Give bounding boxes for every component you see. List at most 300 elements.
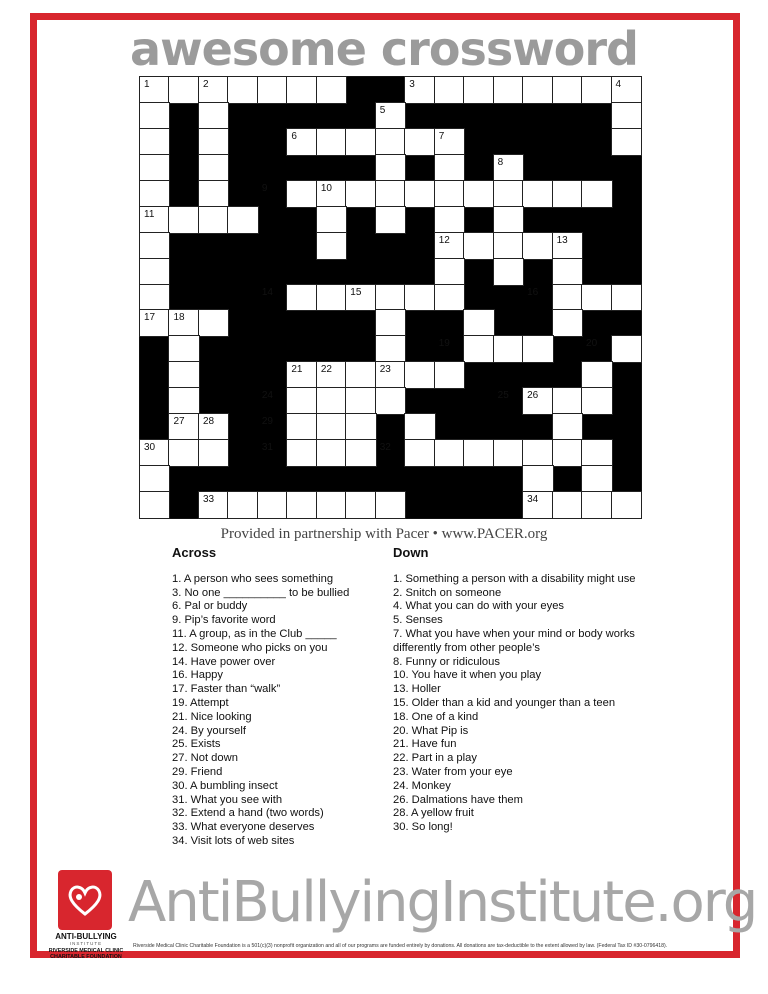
grid-cell[interactable] [376,362,405,388]
across-clue: 24. By yourself [172,724,246,737]
grid-block [612,440,641,466]
clue-number: 18 [173,312,185,324]
grid-block [494,310,523,336]
grid-cell[interactable] [405,440,434,466]
grid-block [405,155,434,181]
grid-block [346,233,375,259]
clue-number: 20 [586,338,598,350]
grid-cell[interactable] [553,440,582,466]
down-clue: 1. Something a person with a disability might use [393,572,636,585]
grid-block [317,259,346,285]
grid-block [405,207,434,233]
clue-number: 23 [379,364,391,376]
grid-cell[interactable] [346,388,375,414]
grid-block [258,129,287,155]
grid-cell[interactable] [582,77,611,103]
grid-cell[interactable] [317,181,346,207]
grid-block [464,414,493,440]
grid-cell[interactable] [494,181,523,207]
grid-cell[interactable] [376,103,405,129]
grid-cell[interactable] [523,466,552,492]
grid-block [612,207,641,233]
grid-block [523,414,552,440]
grid-cell[interactable] [287,181,316,207]
grid-block [612,233,641,259]
grid-block [258,285,287,311]
grid-cell[interactable] [199,129,228,155]
grid-cell[interactable] [494,207,523,233]
grid-cell[interactable] [553,233,582,259]
clue-number: 29 [261,416,273,428]
grid-cell[interactable] [140,285,169,311]
grid-block [494,129,523,155]
grid-cell[interactable] [199,310,228,336]
grid-block [553,466,582,492]
grid-cell[interactable] [376,336,405,362]
grid-block [258,155,287,181]
grid-block [228,285,257,311]
grid-block [258,336,287,362]
across-clue-list [172,573,382,849]
down-clue: 20. What Pip is [393,724,469,737]
grid-block [405,466,434,492]
grid-cell[interactable] [169,336,198,362]
down-clue: 26. Dalmations have them [393,793,523,806]
grid-cell[interactable] [317,492,346,518]
grid-cell[interactable] [199,414,228,440]
across-clue: 11. A group, as in the Club _____ [172,627,337,640]
grid-cell[interactable] [612,77,641,103]
grid-block [169,466,198,492]
grid-cell[interactable] [464,233,493,259]
grid-block [346,259,375,285]
grid-cell[interactable] [435,129,464,155]
grid-block [228,362,257,388]
grid-block [287,207,316,233]
grid-cell[interactable] [464,336,493,362]
grid-block [523,285,552,311]
grid-cell[interactable] [317,362,346,388]
grid-block [346,207,375,233]
grid-block [464,388,493,414]
grid-cell[interactable] [169,414,198,440]
clue-number: 10 [320,182,332,194]
grid-block [140,362,169,388]
grid-cell[interactable] [287,388,316,414]
grid-cell[interactable] [523,388,552,414]
down-clue: 2. Snitch on someone [393,586,502,599]
grid-cell[interactable] [553,77,582,103]
grid-cell[interactable] [553,414,582,440]
grid-cell[interactable] [346,414,375,440]
grid-cell[interactable] [376,155,405,181]
grid-block [346,336,375,362]
grid-cell[interactable] [199,492,228,518]
grid-block [612,362,641,388]
grid-block [287,155,316,181]
grid-block [582,155,611,181]
grid-block [199,285,228,311]
clue-number: 25 [497,390,509,402]
grid-block [523,129,552,155]
clue-number: 28 [202,416,215,428]
grid-cell[interactable] [405,285,434,311]
grid-cell[interactable] [405,129,434,155]
grid-block [523,310,552,336]
grid-cell[interactable] [140,103,169,129]
grid-cell[interactable] [169,77,198,103]
grid-cell[interactable] [199,103,228,129]
grid-block [553,129,582,155]
grid-block [140,388,169,414]
grid-cell[interactable] [464,77,493,103]
grid-cell[interactable] [287,414,316,440]
clue-number: 24 [261,390,273,402]
grid-cell[interactable] [582,492,611,518]
grid-cell[interactable] [582,388,611,414]
grid-cell[interactable] [612,492,641,518]
grid-block [199,466,228,492]
grid-block [169,129,198,155]
clue-number: 5 [379,104,386,116]
grid-cell[interactable] [553,310,582,336]
clue-number: 15 [350,286,362,298]
grid-cell[interactable] [553,285,582,311]
across-clue: 1. A person who sees something [172,572,334,585]
grid-block [287,336,316,362]
grid-cell[interactable] [582,466,611,492]
grid-cell[interactable] [140,77,169,103]
clue-number: 19 [438,338,450,350]
logo-name: ANTI-BULLYING [55,932,117,941]
across-clue: 17. Faster than “walk” [172,683,281,696]
across-clue: 12. Someone who picks on you [172,641,328,654]
grid-cell[interactable] [405,362,434,388]
grid-block [258,233,287,259]
clue-number: 13 [556,234,568,246]
grid-cell[interactable] [317,77,346,103]
across-clue: 30. A bumbling insect [172,779,278,792]
down-clue: 18. One of a kind [393,710,479,723]
grid-cell[interactable] [494,77,523,103]
grid-cell[interactable] [494,259,523,285]
across-clue: 33. What everyone deserves [172,821,315,834]
grid-cell[interactable] [553,388,582,414]
grid-cell[interactable] [494,155,523,181]
grid-cell[interactable] [140,181,169,207]
grid-cell[interactable] [553,492,582,518]
grid-cell[interactable] [494,233,523,259]
grid-cell[interactable] [346,492,375,518]
across-clue: 32. Extend a hand (two words) [172,807,324,820]
grid-cell[interactable] [376,129,405,155]
down-clues [393,546,668,835]
grid-block [376,77,405,103]
clue-number: 7 [438,130,445,142]
grid-cell[interactable] [346,362,375,388]
grid-block [405,259,434,285]
grid-block [228,155,257,181]
clue-number: 1 [144,79,150,90]
clue-number: 12 [438,234,450,246]
clue-number: 33 [202,494,215,506]
grid-cell[interactable] [582,362,611,388]
grid-cell[interactable] [523,181,552,207]
grid-block [287,233,316,259]
grid-block [494,414,523,440]
grid-block [258,466,287,492]
grid-block [287,310,316,336]
across-clue: 14. Have power over [172,655,276,668]
grid-block [612,414,641,440]
grid-cell[interactable] [287,129,316,155]
clue-number: 32 [379,442,391,454]
grid-cell[interactable] [435,362,464,388]
grid-block [582,336,611,362]
grid-cell[interactable] [612,129,641,155]
grid-cell[interactable] [435,181,464,207]
grid-block [612,181,641,207]
grid-block [228,440,257,466]
grid-block [582,259,611,285]
grid-cell[interactable] [287,77,316,103]
grid-cell[interactable] [376,207,405,233]
grid-block [494,285,523,311]
down-clue: 21. Have fun [393,738,457,751]
clue-number: 4 [615,79,622,90]
grid-cell[interactable] [199,440,228,466]
grid-block [435,414,464,440]
grid-cell[interactable] [140,466,169,492]
grid-cell[interactable] [612,285,641,311]
grid-cell[interactable] [317,233,346,259]
grid-block [405,310,434,336]
grid-block [405,388,434,414]
grid-cell[interactable] [287,440,316,466]
grid-cell[interactable] [523,440,552,466]
grid-cell[interactable] [494,336,523,362]
grid-cell[interactable] [140,207,169,233]
grid-block [199,233,228,259]
grid-cell[interactable] [405,414,434,440]
grid-cell[interactable] [346,181,375,207]
website-url[interactable]: AntiBullyingInstitute.org [128,870,757,935]
grid-block [464,466,493,492]
grid-cell[interactable] [553,259,582,285]
grid-block [169,285,198,311]
grid-cell[interactable] [464,310,493,336]
page-title: awesome crossword [130,22,638,76]
across-heading: Across [172,545,217,560]
down-heading: Down [393,545,429,560]
grid-cell[interactable] [199,155,228,181]
logo-institute: INSTITUTE [69,941,103,946]
grid-block [376,233,405,259]
clue-number: 8 [497,156,504,168]
grid-cell[interactable] [523,233,552,259]
grid-cell[interactable] [612,103,641,129]
grid-cell[interactable] [199,77,228,103]
grid-cell[interactable] [287,285,316,311]
grid-block [287,466,316,492]
grid-cell[interactable] [494,440,523,466]
grid-block [258,362,287,388]
partnership-note: Provided in partnership with Pacer • www.PACER.org [220,526,548,542]
grid-cell[interactable] [140,155,169,181]
grid-block [494,388,523,414]
grid-block [228,414,257,440]
grid-block [435,310,464,336]
clue-number: 17 [144,312,156,324]
grid-block [494,103,523,129]
grid-cell[interactable] [317,388,346,414]
grid-block [258,310,287,336]
grid-cell[interactable] [523,77,552,103]
grid-cell[interactable] [435,77,464,103]
grid-block [228,259,257,285]
grid-block [464,259,493,285]
grid-block [553,155,582,181]
grid-cell[interactable] [169,310,198,336]
grid-cell[interactable] [523,492,552,518]
grid-block [258,388,287,414]
grid-block [199,362,228,388]
grid-cell[interactable] [376,492,405,518]
grid-block [228,129,257,155]
grid-cell[interactable] [435,233,464,259]
across-clue: 29. Friend [172,765,223,778]
grid-cell[interactable] [435,285,464,311]
grid-cell[interactable] [435,155,464,181]
grid-cell[interactable] [405,181,434,207]
grid-cell[interactable] [582,440,611,466]
crossword-grid [139,76,642,519]
clue-number: 11 [144,208,155,220]
grid-cell[interactable] [140,440,169,466]
grid-block [287,259,316,285]
grid-block [258,103,287,129]
grid-cell[interactable] [169,207,198,233]
logo-foundation [44,948,128,960]
grid-block [376,414,405,440]
clue-number: 3 [409,79,415,90]
grid-block [199,388,228,414]
across-clue: 3. No one __________ to be bullied [172,586,350,599]
grid-cell[interactable] [376,181,405,207]
grid-cell[interactable] [287,362,316,388]
grid-cell[interactable] [258,492,287,518]
grid-block [228,233,257,259]
grid-block [376,440,405,466]
grid-block [435,466,464,492]
grid-cell[interactable] [317,207,346,233]
clue-number: 6 [291,130,297,142]
down-clue: 28. A yellow fruit [393,807,474,820]
grid-cell[interactable] [435,259,464,285]
across-clue: 34. Visit lots of web sites [172,834,295,847]
grid-cell[interactable] [228,492,257,518]
down-clue: 13. Holler [393,683,441,696]
grid-cell[interactable] [317,285,346,311]
grid-block [228,181,257,207]
grid-cell[interactable] [376,388,405,414]
grid-cell[interactable] [376,285,405,311]
grid-block [612,388,641,414]
grid-cell[interactable] [612,336,641,362]
grid-cell[interactable] [228,207,257,233]
grid-block [612,155,641,181]
grid-block [228,466,257,492]
down-clue: 10. You have it when you play [393,669,542,682]
clue-number: 14 [261,286,273,298]
grid-block [317,103,346,129]
grid-cell[interactable] [317,129,346,155]
grid-cell[interactable] [140,233,169,259]
grid-cell[interactable] [169,388,198,414]
across-clue: 27. Not down [172,752,238,765]
grid-cell[interactable] [140,310,169,336]
grid-cell[interactable] [199,181,228,207]
grid-cell[interactable] [140,492,169,518]
across-clue: 31. What you see with [172,793,283,806]
grid-cell[interactable] [140,129,169,155]
down-clue: 30. So long! [393,821,453,834]
grid-cell[interactable] [523,336,552,362]
grid-cell[interactable] [553,181,582,207]
grid-cell[interactable] [464,440,493,466]
grid-block [494,362,523,388]
grid-block [464,285,493,311]
grid-block [169,181,198,207]
grid-block [523,103,552,129]
grid-cell[interactable] [435,207,464,233]
grid-block [464,155,493,181]
grid-cell[interactable] [258,77,287,103]
grid-block [435,103,464,129]
grid-cell[interactable] [464,181,493,207]
grid-cell[interactable] [317,440,346,466]
across-clues [172,546,382,849]
grid-cell[interactable] [376,310,405,336]
grid-block [494,466,523,492]
grid-cell[interactable] [346,285,375,311]
down-clue: 15. Older than a kid and younger than a teen [393,696,616,709]
grid-cell[interactable] [199,207,228,233]
grid-cell[interactable] [228,77,257,103]
down-clue: 5. Senses [393,614,443,627]
grid-cell[interactable] [169,362,198,388]
grid-cell[interactable] [317,414,346,440]
grid-cell[interactable] [140,259,169,285]
anti-bullying-logo [44,870,128,960]
grid-cell[interactable] [582,285,611,311]
grid-block [435,388,464,414]
grid-block [553,362,582,388]
grid-cell[interactable] [169,440,198,466]
grid-block [582,310,611,336]
grid-cell[interactable] [435,440,464,466]
grid-block [405,492,434,518]
across-clue: 19. Attempt [172,696,229,709]
grid-cell[interactable] [405,77,434,103]
grid-cell[interactable] [346,129,375,155]
grid-block [199,259,228,285]
grid-cell[interactable] [346,440,375,466]
grid-cell[interactable] [287,492,316,518]
grid-block [553,336,582,362]
grid-cell[interactable] [582,181,611,207]
grid-block [228,310,257,336]
